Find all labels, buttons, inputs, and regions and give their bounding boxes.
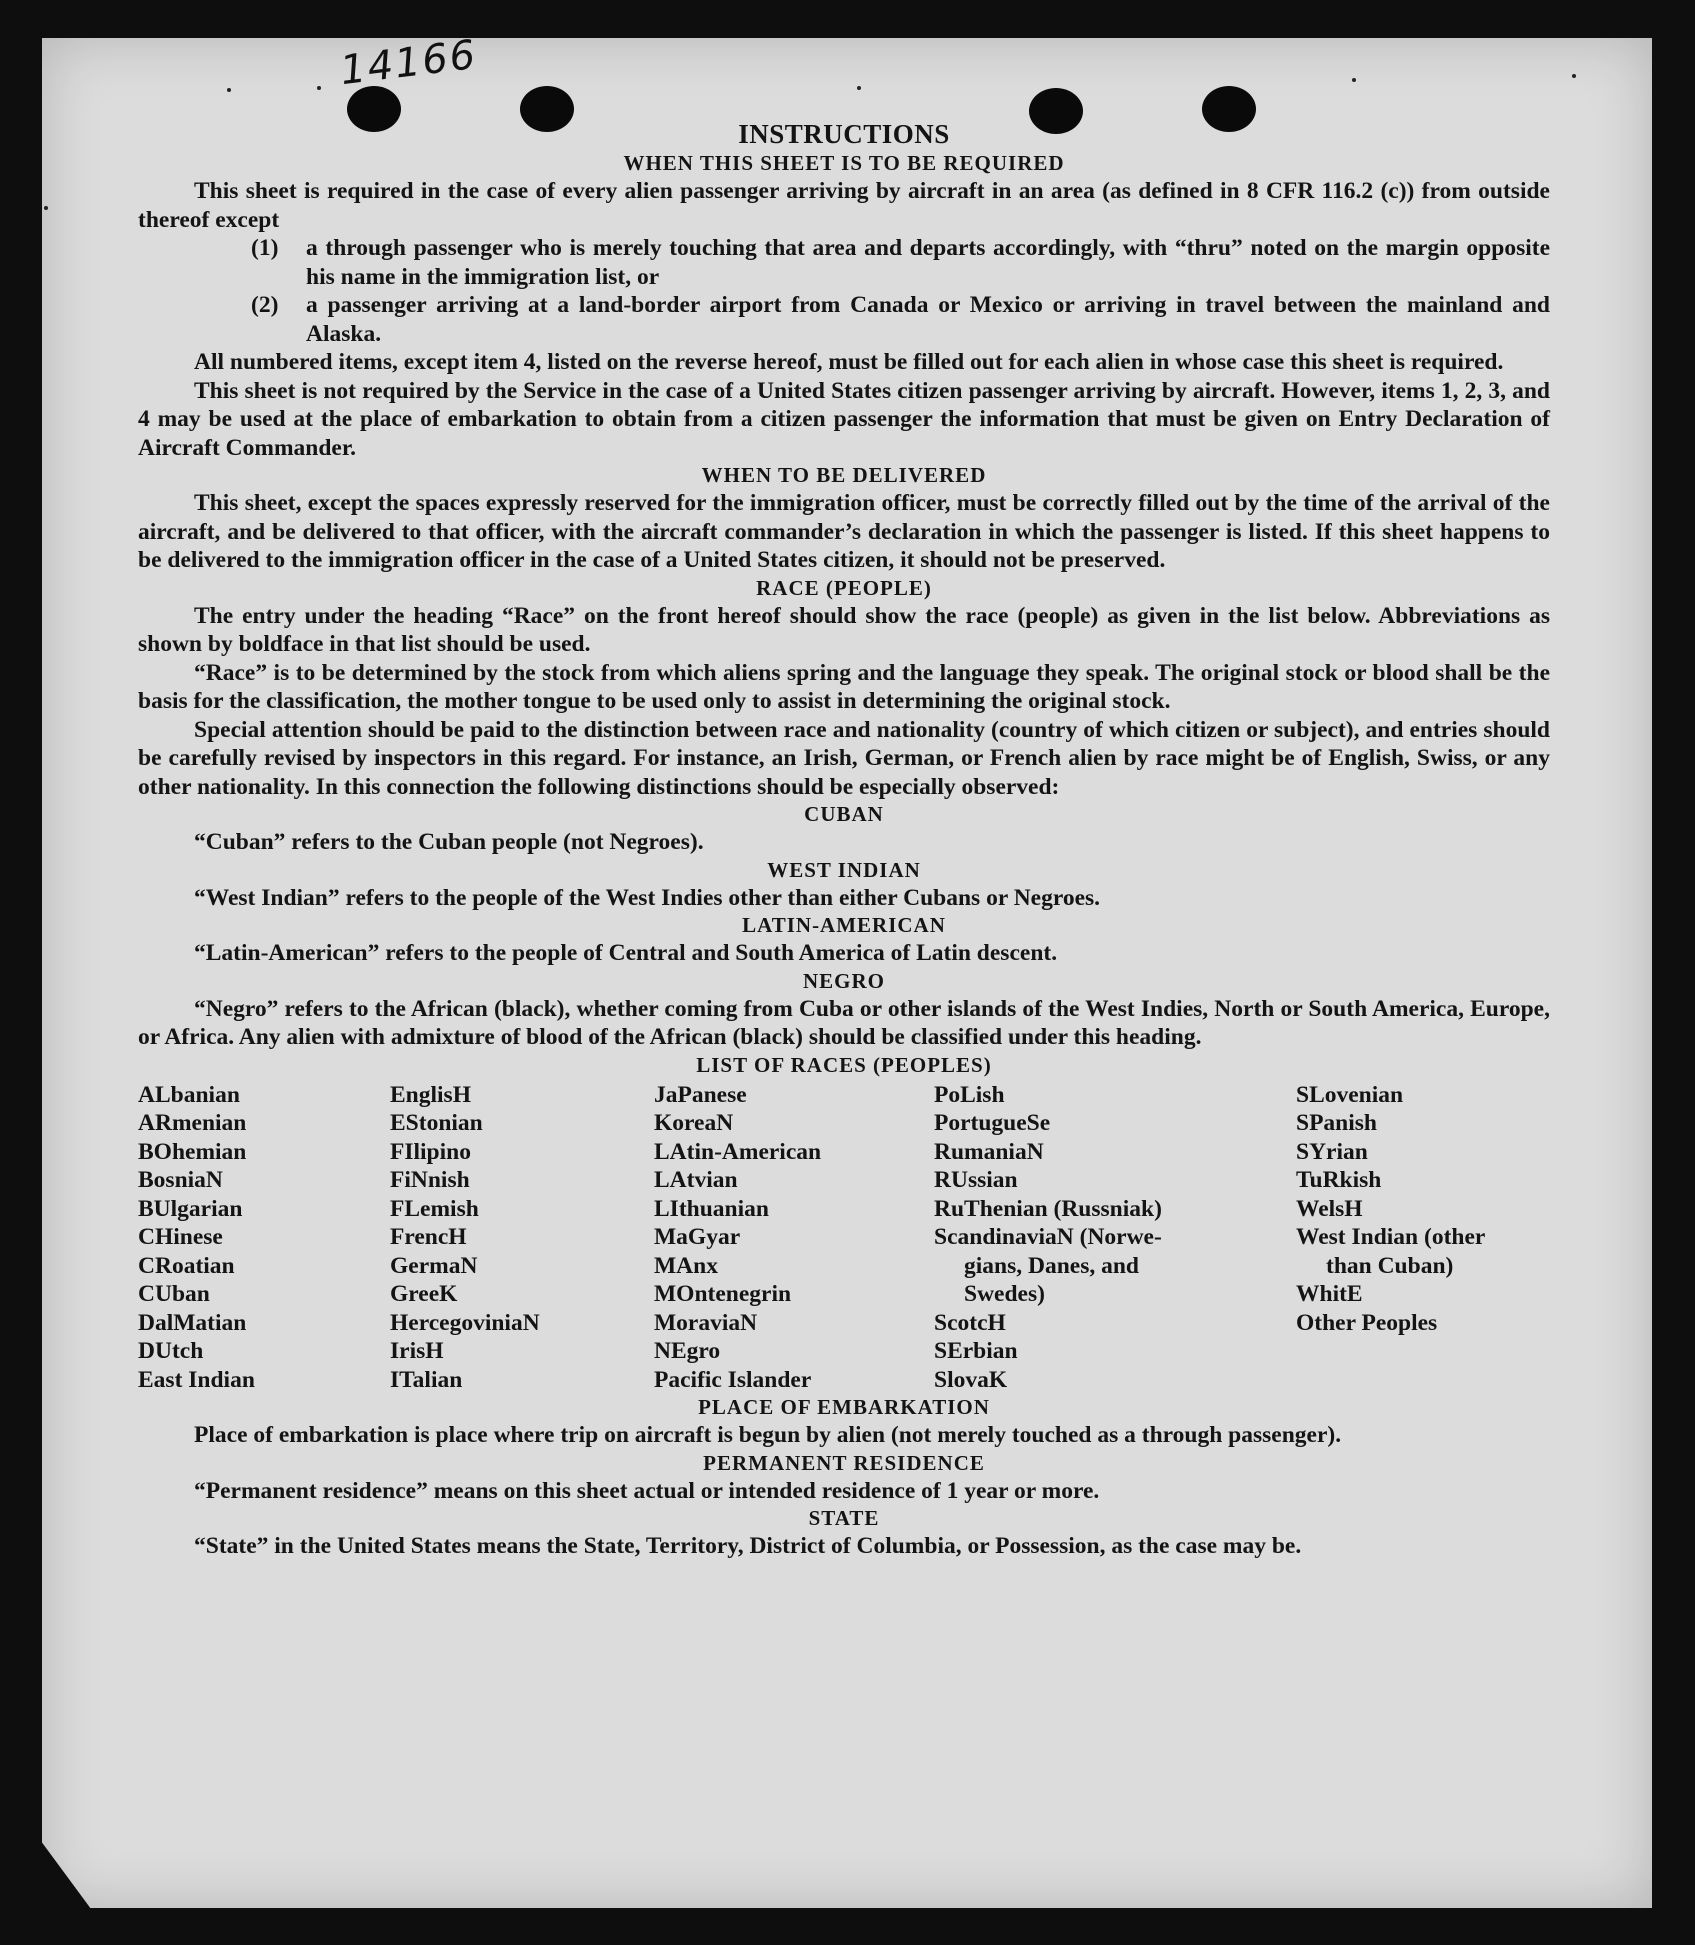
race-entry: MaGyar [654,1224,741,1250]
required-para2: All numbered items, except item 4, listed on the reverse hereof, must be filled out for each alien in whose case this sheet is required. [194,349,1504,375]
races-column [138,1081,390,1395]
section-heading-required: WHEN THIS SHEET IS TO BE REQUIRED [623,151,1065,175]
race-entry: TuRkish [1296,1167,1382,1193]
exception-number: (1) [251,235,279,261]
required-intro: This sheet is required in the case of every alien passenger arriving by aircraft in an area (as defined in 8 CFR 116.2 (c)) from outside thereof except [138,178,1550,233]
delivered-text: This sheet, except the spaces expressly reserved for the immigration officer, must be correctly filled out by the time of the arrival of the aircraft, and be delivered to that officer, with the aircraft commander’s declaration in which the passenger is listed. If this sheet happens to be delivered to the immigration officer in the case of a United States citizen, it should not be preserved. [138,490,1550,573]
race-entry: SlovaK [934,1366,1008,1393]
race-para1: The entry under the heading “Race” on the front hereof should show the race (people) as given in the list below. Abbreviations as shown by boldface in that list should be used. [138,602,1550,657]
section-heading-west-indian: WEST INDIAN [767,857,921,882]
embarkation-text: Place of embarkation is place where trip on aircraft is begun by alien (not merely touched as a through passenger). [194,1422,1342,1448]
race-entry: CRoatian [138,1252,235,1279]
race-entry: CUban [138,1281,210,1307]
race-entry: SPanish [1296,1110,1377,1136]
west-indian-text: “West Indian” refers to the people of the West Indies other than either Cubans or Negroes. [194,884,1101,911]
race-entry: ScandinaviaN (Norwe- [934,1224,1162,1250]
race-entry: BUlgarian [138,1195,243,1222]
race-para3: Special attention should be paid to the distinction between race and nationality (country of which citizen or subject), and entries should be carefully revised by inspectors in this regard. For instance, an Irish, German, or French alien by race might be of English, Swiss, or any other nationality. In this connection the following distinctions should be especially observed: [138,716,1550,800]
race-entry: SErbian [934,1338,1018,1364]
race-entry: FiNnish [390,1167,470,1193]
race-entry: RUssian [934,1167,1018,1193]
cuban-text: “Cuban” refers to the Cuban people (not Negroes). [194,829,704,855]
race-entry: RuThenian (Russniak) [934,1195,1162,1222]
race-entry: West Indian (other [1296,1224,1486,1250]
race-entry: LAtvian [654,1167,738,1193]
races-list [138,1081,1550,1395]
race-entry: EStonian [390,1110,483,1136]
negro-text: “Negro” refers to the African (black), whether coming from Cuba or other islands of the West Indies, North or South America, Europe, or Africa. Any alien with admixture of blood of the African (black) should be classified under this heading. [138,995,1550,1050]
section-heading-residence: PERMANENT RESIDENCE [703,1450,985,1475]
race-entry: WelsH [1296,1195,1363,1222]
race-entry: KoreaN [654,1110,734,1136]
race-para2: “Race” is to be determined by the stock from which aliens spring and the language they speak. The original stock or blood shall be the basis for the classification, the mother tongue to be used only to assist in determining the original stock. [138,659,1550,714]
section-heading-state: STATE [808,1506,880,1530]
exception-text: a through passenger who is merely touching that area and departs accordingly, with “thru” noted on the margin opposite his name in the immigration list, or [306,235,1550,290]
page-title: INSTRUCTIONS [738,119,950,149]
race-entry: WhitE [1296,1281,1363,1307]
race-entry: NEgro [654,1338,721,1364]
handwritten-number: 14166 [337,31,480,95]
instructions-content [138,118,1550,1561]
speck-mark [227,88,231,92]
race-entry: than Cuban) [1326,1252,1454,1279]
latin-american-text: “Latin-American” refers to the people of Central and South America of Latin descent. [194,940,1058,966]
race-entry: BosniaN [138,1167,223,1193]
race-entry: FrencH [390,1224,467,1250]
race-entry: DalMatian [138,1309,247,1336]
section-heading-races-list: LIST OF RACES (PEOPLES) [696,1052,992,1077]
race-entry: GermaN [390,1252,478,1279]
race-entry: CHinese [138,1224,223,1250]
race-entry: Other Peoples [1296,1309,1438,1336]
race-entry: FLemish [390,1195,479,1222]
section-heading-cuban: CUBAN [804,802,884,826]
race-entry: LIthuanian [654,1195,769,1222]
residence-text: “Permanent residence” means on this sheet actual or intended residence of 1 year or more. [194,1477,1100,1504]
exception-item [251,234,1550,291]
speck-mark [317,86,321,90]
race-entry: gians, Danes, and [964,1252,1139,1279]
speck-mark [1572,74,1576,78]
races-column [934,1081,1296,1395]
race-entry: ARmenian [138,1110,247,1136]
races-column [1296,1081,1550,1395]
race-entry: LAtin-American [654,1138,822,1165]
race-entry: PoLish [934,1081,1005,1108]
section-heading-delivered: WHEN TO BE DELIVERED [701,463,987,487]
race-entry: FIlipino [390,1138,471,1165]
section-heading-negro: NEGRO [802,968,885,993]
race-entry: EnglisH [390,1081,471,1108]
exception-text: a passenger arriving at a land-border airport from Canada or Mexico or arriving in travel between the mainland and Alaska. [306,292,1550,347]
race-entry: ScotcH [934,1309,1006,1336]
required-para3: This sheet is not required by the Service in the case of a United States citizen passenger arriving by aircraft. However, items 1, 2, 3, and 4 may be used at the place of embarkation to obtain from a citizen passenger the information that must be given on Entry Declaration of Aircraft Commander. [138,377,1550,461]
race-entry: MOntenegrin [654,1281,792,1307]
race-entry: DUtch [138,1338,204,1364]
race-entry: ALbanian [138,1081,240,1108]
race-entry: MAnx [654,1252,718,1279]
race-entry: GreeK [390,1281,458,1307]
speck-mark [44,206,48,210]
race-entry: Swedes) [964,1281,1045,1307]
races-column [390,1081,654,1395]
speck-mark [1352,78,1356,82]
race-entry: SYrian [1296,1138,1368,1165]
section-heading-race: RACE (PEOPLE) [756,575,932,600]
races-column [654,1081,934,1395]
race-entry: ITalian [390,1366,463,1393]
section-heading-latin-american: LATIN-AMERICAN [742,913,946,937]
race-entry: East Indian [138,1366,255,1393]
race-entry: HercegoviniaN [390,1309,540,1336]
exception-number: (2) [251,292,279,318]
state-text: “State” in the United States means the State, Territory, District of Columbia, or Possession, as the case may be. [194,1533,1302,1559]
race-entry: SLovenian [1296,1081,1404,1108]
exception-item [251,291,1550,348]
speck-mark [857,86,861,90]
race-entry: RumaniaN [934,1138,1044,1165]
race-entry: Pacific Islander [654,1366,812,1393]
race-entry: JaPanese [654,1081,747,1108]
race-entry: BOhemian [138,1138,247,1165]
section-heading-embarkation: PLACE OF EMBARKATION [698,1395,990,1419]
race-entry: PortugueSe [934,1110,1051,1136]
race-entry: MoraviaN [654,1309,758,1336]
race-entry: IrisH [390,1338,444,1364]
